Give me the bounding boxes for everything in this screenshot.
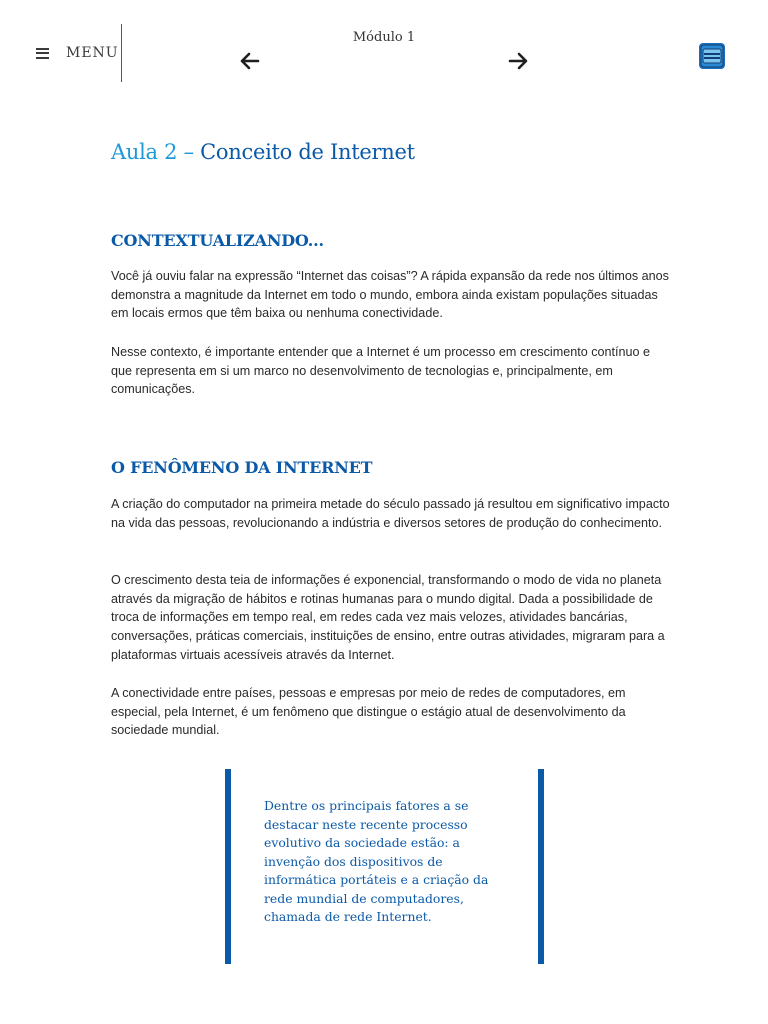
section-heading-contextualizando: CONTEXTUALIZANDO... [111,231,324,250]
highlight-right-bar [538,769,544,964]
section-heading-fenomeno: O FENÔMENO DA INTERNET [111,458,373,477]
logo-icon [697,37,727,70]
paragraph: A criação do computador na primeira metade do século passado já resultou em significativo impacto na vida das pessoas, revolucionando a indústria e diversos setores de produção do conhecimento. [111,497,670,530]
highlight-box [225,769,544,964]
hamburger-icon [36,48,49,59]
arrow-right-icon [506,50,530,72]
next-page-button[interactable] [506,50,530,72]
paragraph: Você já ouviu falar na expressão “Internet das coisas”? A rápida expansão da rede nos últimos anos demonstra a magnitude da Internet em todo o mundo, embora ainda existam populações situadas em locais ermos que têm baixa ou nenhuma conectividade. [111,269,669,321]
lesson-number: Aula 2 [111,140,178,164]
paragraph: A conectividade entre países, pessoas e empresas por meio de redes de computadores, em especial, pela Internet, é um fenômeno que distingue o estágio atual de desenvolvimento da sociedade mundial. [111,686,626,738]
menu-label: MENU [66,45,119,61]
lesson-content [111,136,671,738]
previous-page-button[interactable] [238,50,262,72]
lesson-name: Conceito de Internet [200,140,415,164]
highlight-text: Dentre os principais fatores a se destacar neste recente processo evolutivo da sociedade estão: a invenção dos dispositivos de informática portáteis e a criação da rede mundial de computadores, chamada de rede Internet. [264,798,489,924]
paragraph: O crescimento desta teia de informações é exponencial, transformando o modo de vida no planeta através da migração de hábitos e rotinas humanas para o mundo digital. Dada a possibilidade de troca de informações em tempo real, em redes cada vez mais velozes, atividades bancárias, conversações, práticas comerciais, instituições de ensino, entre outras atividades, migraram para a plataformas virtuais acessíveis através da Internet. [111,573,665,662]
paragraph: Nesse contexto, é importante entender que a Internet é um processo em crescimento contínuo e que representa em si um marco no desenvolvimento de tecnologias e, principalmente, em comunicações. [111,345,651,397]
menu-button[interactable] [36,42,119,64]
menu-divider [121,24,122,82]
title-dash: – [183,140,194,164]
institution-logo[interactable] [697,37,727,70]
page-title [111,136,671,169]
top-bar [0,0,768,90]
arrow-left-icon [238,50,262,72]
module-title: Módulo 1 [352,30,416,45]
highlight-left-bar [225,769,231,964]
